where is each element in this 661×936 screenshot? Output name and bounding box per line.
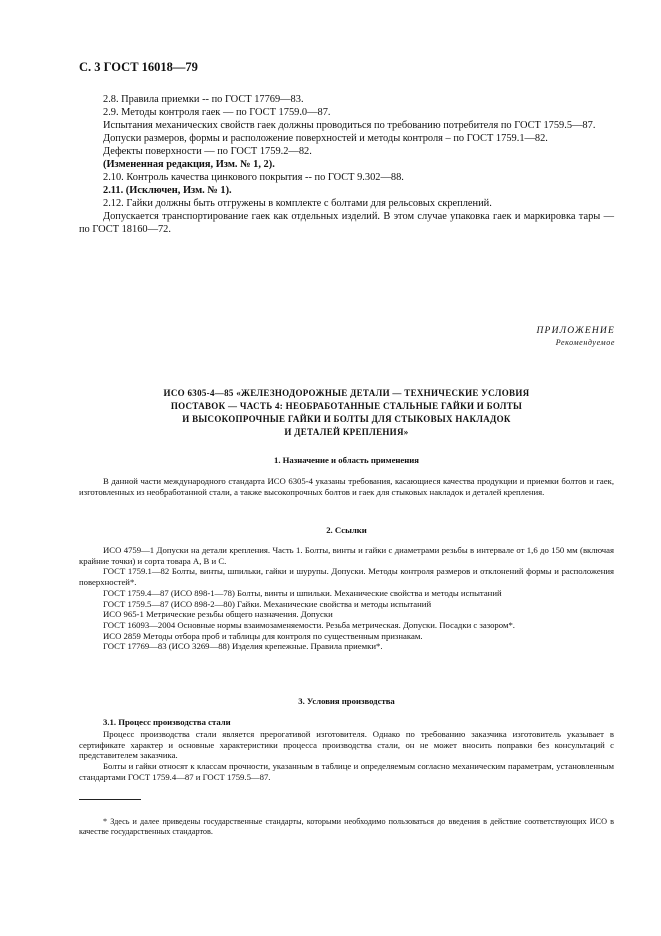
annex-title-line: ИСО 6305-4—85 «ЖЕЛЕЗНОДОРОЖНЫЕ ДЕТАЛИ — ТЕХНИЧЕСКИЕ УСЛОВИЯ (163, 388, 530, 398)
clause-2-11: 2.11. (Исключен, Изм. № 1). (103, 185, 232, 196)
paragraph-transport: Допускается транспортирование гаек как отдельных изделий. В этом случае упаковка гаек и маркировка тары — по ГОСТ 18160—72. (79, 211, 614, 235)
section-1-paragraph: В данной части международного стандарта ИСО 6305-4 указаны требования, касающиеся качества продукции и приемки болтов и гаек, изготовленных из необработанной стали, а также высокопрочных болтов и гаек для стыковых накладок и деталей крепления. (79, 476, 614, 497)
appendix-title: ПРИЛОЖЕНИЕ (536, 326, 615, 336)
section-3-paragraph: Болты и гайки относят к классам прочности, указанным в таблице и определяемым согласно механическим параметрам, установленным стандартами ГОСТ 1759.4—87 и ГОСТ 1759.5—87. (79, 761, 614, 782)
page-header: С. 3 ГОСТ 16018—79 (79, 60, 198, 74)
reference-item: ГОСТ 1759.5—87 (ИСО 898-2—80) Гайки. Механические свойства и методы испытаний (103, 598, 432, 609)
annex-title-line: И ВЫСОКОПРОЧНЫЕ ГАЙКИ И БОЛТЫ ДЛЯ СТЫКОВЫХ НАКЛАДОК (182, 414, 511, 424)
appendix-subtitle: Рекомендуемое (555, 338, 615, 347)
clause-2-10: 2.10. Контроль качества цинкового покрытия -- по ГОСТ 9.302—88. (103, 172, 404, 183)
section-2-heading: 2. Ссылки (326, 525, 367, 535)
section-3-1-heading: 3.1. Процесс производства стали (103, 717, 231, 727)
annex-title-line: И ДЕТАЛЕЙ КРЕПЛЕНИЯ» (284, 427, 409, 437)
section-1-body (79, 476, 614, 497)
section-1-heading: 1. Назначение и область применения (273, 455, 420, 465)
reference-item: ГОСТ 17769—83 (ИСО 3269—88) Изделия крепежные. Правила приемки*. (103, 641, 383, 652)
annex-title-line: ПОСТАВОК — ЧАСТЬ 4: НЕОБРАБОТАННЫЕ СТАЛЬНЫЕ ГАЙКИ И БОЛТЫ (170, 401, 523, 411)
paragraph-tests: Испытания механических свойств гаек должны проводиться по требованию потребителя по ГОСТ 1759.5—87. (103, 120, 596, 131)
reference-item: ИСО 965-1 Метрические резьбы общего назначения. Допуски (103, 609, 333, 620)
appendix-label (537, 325, 616, 348)
footnote (79, 817, 614, 838)
paragraph-tolerances: Допуски размеров, формы и расположение поверхностей и методы контроля – по ГОСТ 1759.1—82. (103, 133, 548, 144)
reference-item: ГОСТ 1759.1—82 Болты, винты, шпильки, гайки и шурупы. Допуски. Методы контроля размеров и отклонений формы и расположения поверхностей*. (79, 566, 614, 588)
reference-item: ГОСТ 1759.4—87 (ИСО 898-1—78) Болты, винты и шпильки. Механические свойства и методы испытаний (103, 587, 502, 598)
amendment-note: (Измененная редакция, Изм. № 1, 2). (103, 159, 275, 170)
reference-item: ГОСТ 16093—2004 Основные нормы взаимозаменяемости. Резьба метрическая. Допуски. Посадки с зазором*. (103, 619, 515, 630)
clause-2-8: 2.8. Правила приемки -- по ГОСТ 17769—83. (103, 94, 304, 105)
upper-section (79, 93, 614, 236)
clause-2-9: 2.9. Методы контроля гаек — по ГОСТ 1759.0—87. (103, 107, 331, 118)
footnote-divider (79, 799, 141, 800)
reference-item: ИСО 2859 Методы отбора проб и таблицы для контроля по существенным признакам. (103, 630, 423, 641)
section-3-body (79, 729, 614, 783)
paragraph-defects: Дефекты поверхности — по ГОСТ 1759.2—82. (103, 146, 312, 157)
section-3-paragraph: Процесс производства стали является прерогативой изготовителя. Однако по требованию заказчика изготовитель указывает в сертификате характер и основные характеристики процесса производства стали, он не может вносить поправки без консультаций с представителем заказчика. (79, 729, 614, 761)
reference-item: ИСО 4759—1 Допуски на детали крепления. Часть 1. Болты, винты и гайки с диаметрами резьбы в интервале от 1,6 до 150 мм (включая крайние точки) и сорта товара А, В и С. (79, 545, 614, 566)
annex-title (79, 387, 614, 439)
clause-2-12: 2.12. Гайки должны быть отгружены в комплекте с болтами для рельсовых скреплений. (103, 198, 492, 209)
footnote-text: * Здесь и далее приведены государственные стандарты, которыми необходимо пользоваться до введения в действие соответствующих ИСО в качестве государственных стандартов. (79, 817, 614, 837)
section-2-body (79, 545, 614, 652)
section-3-heading: 3. Условия производства (298, 696, 395, 706)
